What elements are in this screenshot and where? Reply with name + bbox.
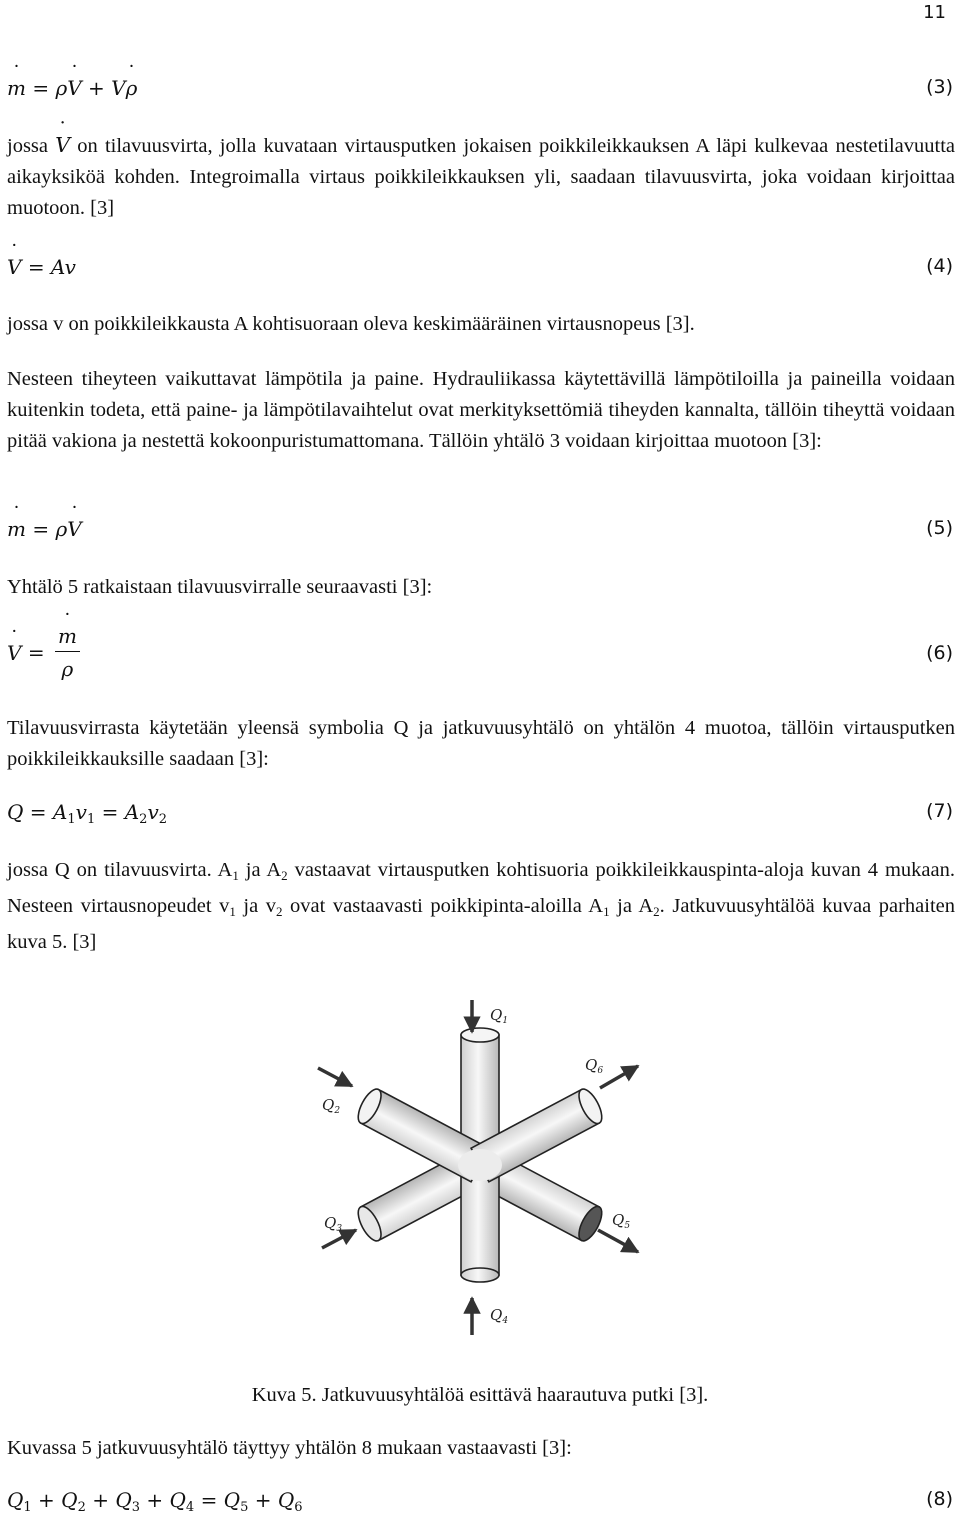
flow-arrow-q6 [600,1066,638,1088]
equation-5-number: (5) [926,517,953,539]
branching-pipe-figure [300,990,660,1340]
paragraph-density: Nesteen tiheyteen vaikuttavat lämpötila ja paine. Hydrauliikassa käytettävillä lämpötiloilla ja paineilla voidaan kuitenkin todeta, että paine- ja lämpötilavaihtelut ovat merkityksettömiä tiheyden kannalta, tällöin tiheyttä voidaan pitää vakiona ja nestettä kokoonpuristumattomana. Tällöin yhtälö 3 voidaan kirjoittaa muotoon [3]: [7,368,955,452]
equation-6-number: (6) [926,642,953,664]
flow-arrow-q2 [318,1068,352,1086]
equation-6 [7,624,953,694]
paragraph-equation-8-intro: Kuvassa 5 jatkuvuusyhtälö täyttyy yhtälön 8 mukaan vastaavasti [3]: [7,1437,572,1459]
label-q1: $Q_1$ [490,1006,509,1026]
equation-3-expression: m ˙ = ρV ˙ + Vρ ˙ [7,76,137,100]
equation-7-expression: $Q = A_1v_1 = A_2v_2$ [7,800,168,827]
pipe-branch-bottom [461,1165,499,1282]
equation-3 [7,76,953,106]
equation-4-number: (4) [926,255,953,277]
paragraph-cross-sections: jossa Q on tilavuusvirta. $A_1$ ja $A_2$ vastaavat virtausputken kohtisuoria poikkileikkauspinta-aloja kuvan 4 mukaan. Nesteen virtausnopeudet $v_1$ ja $v_2$ ovat vastaavasti poikkipinta-aloilla $A_1$ ja $A_2$. Jatkuvuusyhtälöä kuvaa parhaiten kuva 5. [3] [7,859,956,953]
figure-caption: Kuva 5. Jatkuvuusyhtälöä esittävä haarautuva putki [3]. [251,1384,709,1406]
paragraph-mean-velocity: jossa v on poikkileikkausta A kohtisuoraan oleva keskimääräinen virtausnopeus [3]. [7,313,695,335]
equation-4-expression: V ˙ = Av [7,255,76,279]
equation-7-number: (7) [926,800,953,822]
equation-8 [7,1488,953,1514]
page-number: 11 [923,2,946,23]
paragraph-solve: Yhtälö 5 ratkaistaan tilavuusvirralle seuraavasti [3]: [7,576,433,598]
label-q2: $Q_2$ [322,1096,341,1116]
label-q6: $Q_6$ [585,1056,604,1076]
label-q3: $Q_3$ [324,1214,343,1234]
label-q4: $Q_4$ [490,1306,509,1326]
paragraph-symbol-q: Tilavuusvirrasta käytetään yleensä symbolia Q ja jatkuvuusyhtälö on yhtälön 4 muotoa, tällöin virtausputken poikkileikkauksille saadaan [3]: [7,717,955,770]
label-q5: $Q_5$ [612,1211,631,1231]
equation-7 [7,800,953,830]
equation-5 [7,517,953,547]
equation-8-expression: $Q_1 + Q_2 + Q_3 + Q_4 = Q_5 + Q_6$ [7,1488,303,1515]
paragraph-text: on tilavuusvirta, jolla kuvataan virtausputken jokaisen poikkileikkauksen A läpi kulkevaa nestetilavuutta aikayksiköä kohden. Integroimalla virtaus poikkileikkauksen yli, saadaan tilavuusvirta, joka voidaan kirjoittaa muotoon. [3] [7,135,955,219]
equation-5-expression: m ˙ = ρV ˙ [7,517,82,541]
equation-8-number: (8) [926,1488,953,1510]
equation-3-number: (3) [926,76,953,98]
paragraph-volume-flow [7,130,955,224]
paragraph-prefix: jossa [7,135,48,157]
equation-4 [7,255,953,285]
flow-arrow-q5 [598,1230,638,1252]
equation-6-expression: V ˙ = $\frac{m ˙}{\rho}$ [7,624,80,681]
v-dot-symbol: V ˙ [55,130,70,161]
